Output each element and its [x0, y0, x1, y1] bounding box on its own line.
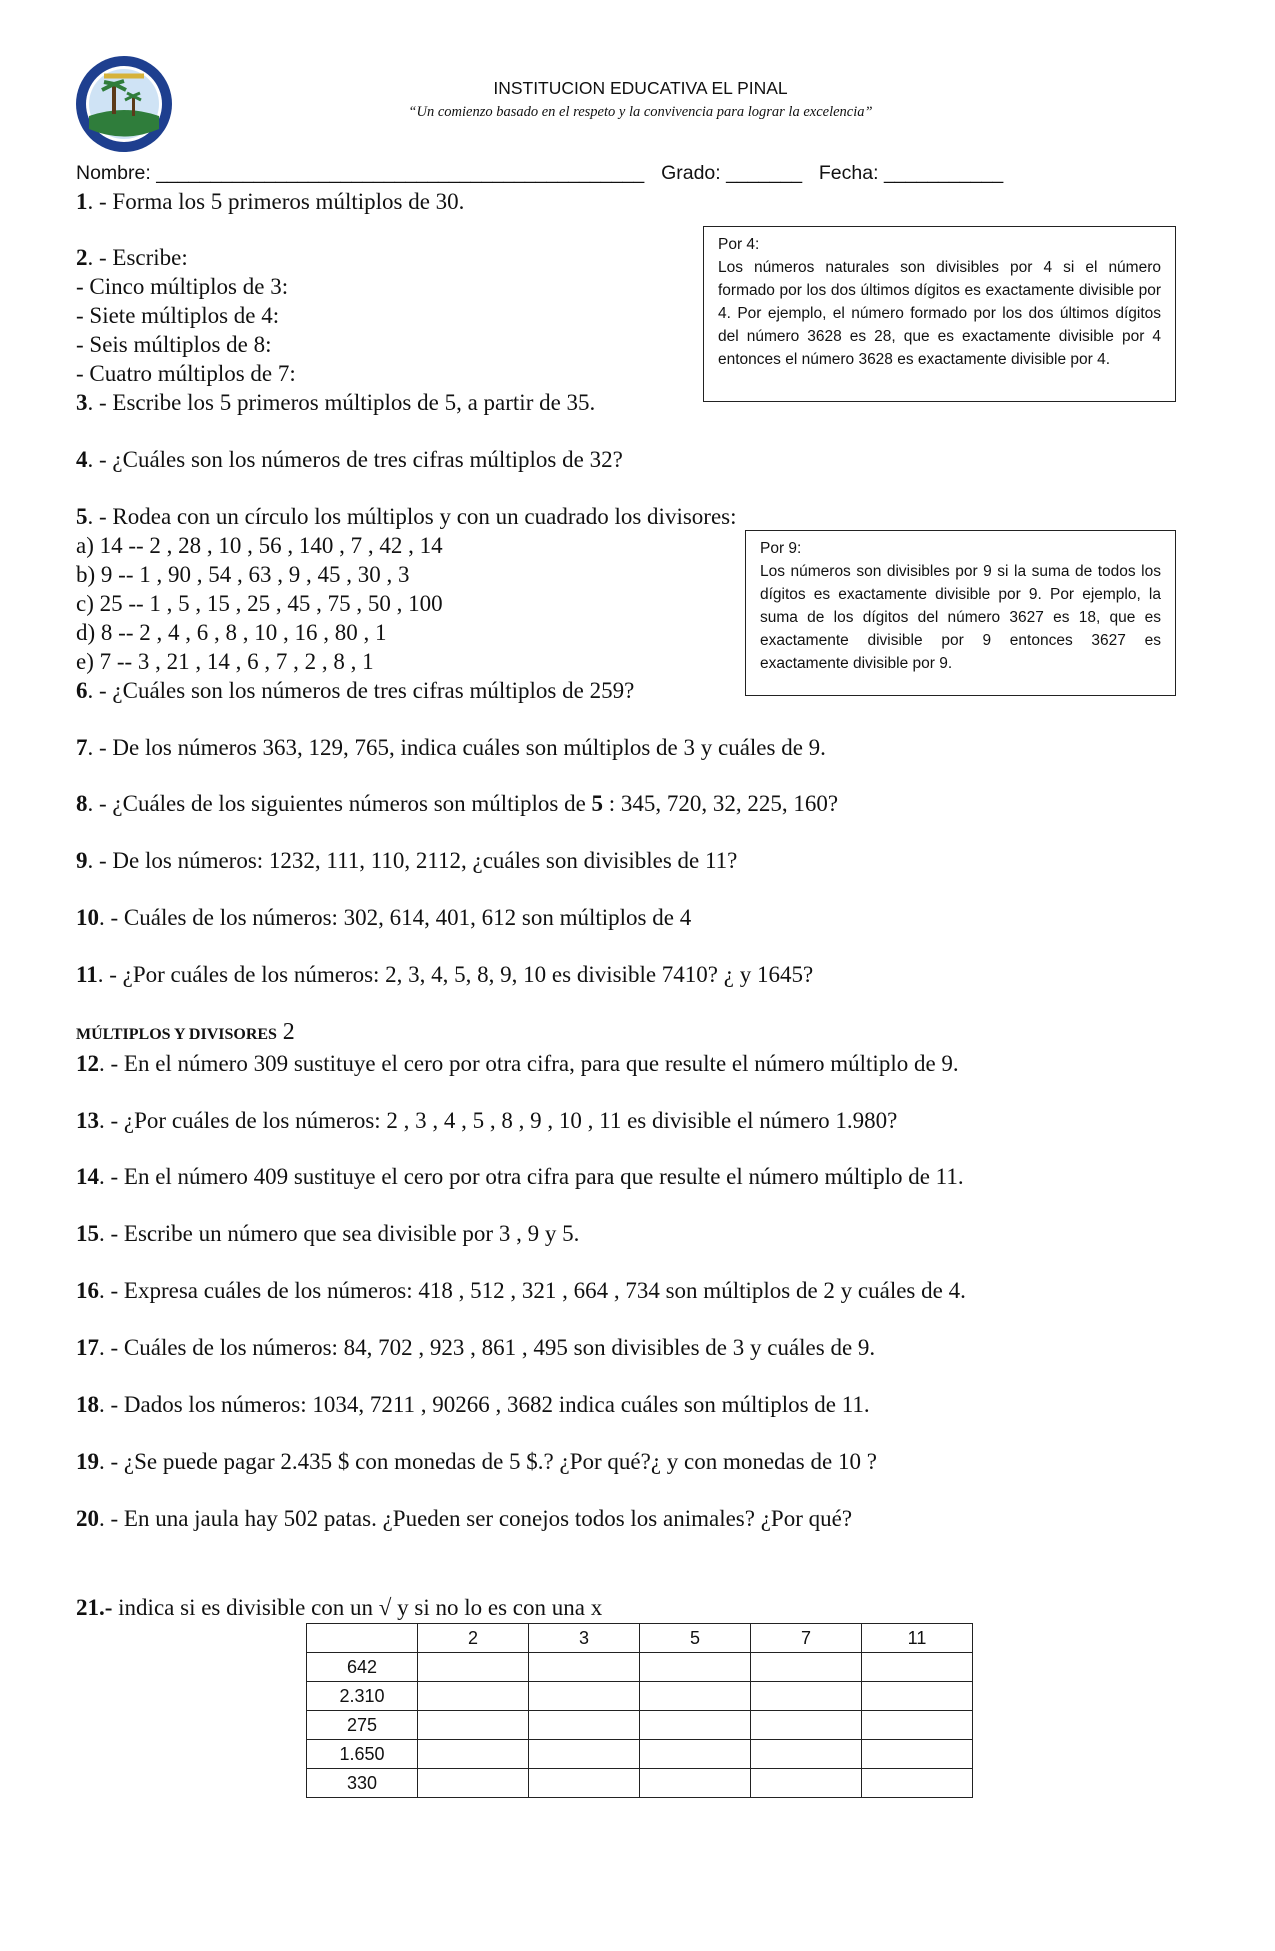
question-number: 20 — [76, 1506, 99, 1531]
question-13 — [76, 1107, 897, 1135]
grade-field[interactable]: _______ — [726, 162, 803, 184]
question-text: . - De los números 363, 129, 765, indica cuáles son múltiplos de 3 y cuáles de 9. — [87, 735, 826, 760]
question-number: 11 — [76, 962, 98, 987]
question-16 — [76, 1277, 966, 1305]
table-header-cell — [307, 1624, 418, 1653]
list-item: - Cinco múltiplos de 3: — [76, 274, 289, 299]
question-number: 19 — [76, 1449, 99, 1474]
question-text: . - Escribe un número que sea divisible por 3 , 9 y 5. — [99, 1221, 580, 1246]
answer-cell[interactable] — [418, 1711, 529, 1740]
list-item: c) 25 -- 1 , 5 , 15 , 25 , 45 , 75 , 50 , 100 — [76, 591, 443, 616]
question-number: 21.- — [76, 1595, 113, 1620]
answer-cell[interactable] — [529, 1682, 640, 1711]
table-header-cell: 5 — [640, 1624, 751, 1653]
list-item: - Siete múltiplos de 4: — [76, 303, 280, 328]
question-number: 5 — [76, 504, 88, 529]
question-text: . - Cuáles de los números: 84, 702 , 923 , 861 , 495 son divisibles de 3 y cuáles de 9. — [99, 1335, 876, 1360]
question-number: 18 — [76, 1392, 99, 1417]
table-header-cell: 7 — [751, 1624, 862, 1653]
form-line — [76, 162, 1003, 185]
date-label: Fecha: — [818, 162, 879, 184]
question-17 — [76, 1334, 875, 1362]
question-14 — [76, 1163, 964, 1191]
question-number: 13 — [76, 1108, 99, 1133]
question-2 — [76, 244, 188, 272]
list-item: d) 8 -- 2 , 4 , 6 , 8 , 10 , 16 , 80 , 1 — [76, 620, 387, 645]
list-item: a) 14 -- 2 , 28 , 10 , 56 , 140 , 7 , 42 , 14 — [76, 533, 443, 558]
answer-cell[interactable] — [862, 1653, 973, 1682]
institution-motto: “Un comienzo basado en el respeto y la convivencia para lograr la excelencia” — [408, 104, 873, 120]
question-text: . - En el número 309 sustituye el cero por otra cifra, para que resulte el número múltiplo de 9. — [99, 1051, 959, 1076]
section-title: MÚLTIPLOS Y DIVISORES — [76, 1026, 277, 1043]
question-11 — [76, 961, 813, 989]
row-label: 275 — [307, 1711, 418, 1740]
question-text: . - Forma los 5 primeros múltiplos de 30. — [87, 189, 465, 214]
question-highlight: 5 — [591, 791, 604, 816]
answer-cell[interactable] — [418, 1740, 529, 1769]
answer-cell[interactable] — [418, 1653, 529, 1682]
question-text: . - Cuáles de los números: 302, 614, 401, 612 son múltiplos de 4 — [99, 905, 692, 930]
question-number: 7 — [76, 735, 88, 760]
answer-cell[interactable] — [862, 1711, 973, 1740]
question-text: . - ¿Cuáles son los números de tres cifras múltiplos de 259? — [87, 678, 635, 703]
answer-cell[interactable] — [751, 1653, 862, 1682]
divisibility-table — [306, 1623, 973, 1798]
question-text: . - De los números: 1232, 111, 110, 2112, ¿cuáles son divisibles de 11? — [87, 848, 738, 873]
question-number: 16 — [76, 1278, 99, 1303]
table-row — [307, 1711, 973, 1740]
question-text: . - Expresa cuáles de los números: 418 , 512 , 321 , 664 , 734 son múltiplos de 2 y cuáles de 4. — [99, 1278, 966, 1303]
name-label: Nombre: — [76, 162, 151, 184]
answer-cell[interactable] — [529, 1740, 640, 1769]
institution-title: INSTITUCION EDUCATIVA EL PINAL — [493, 78, 788, 98]
question-text: . - ¿Cuáles son los números de tres cifras múltiplos de 32? — [87, 447, 623, 472]
question-number: 15 — [76, 1221, 99, 1246]
answer-cell[interactable] — [862, 1740, 973, 1769]
question-text: . - ¿Cuáles de los siguientes números son múltiplos de — [87, 791, 592, 816]
question-number: 1 — [76, 189, 88, 214]
table-header-cell: 11 — [862, 1624, 973, 1653]
answer-cell[interactable] — [640, 1711, 751, 1740]
table-header-cell: 2 — [418, 1624, 529, 1653]
question-number: 14 — [76, 1164, 99, 1189]
question-text: . - En el número 409 sustituye el cero por otra cifra para que resulte el número múltiplo de 11. — [99, 1164, 964, 1189]
answer-cell[interactable] — [529, 1711, 640, 1740]
answer-cell[interactable] — [418, 1769, 529, 1798]
question-3 — [76, 389, 595, 417]
question-6 — [76, 677, 634, 705]
answer-cell[interactable] — [751, 1682, 862, 1711]
table-row — [307, 1740, 973, 1769]
table-row — [307, 1653, 973, 1682]
table-row — [307, 1769, 973, 1798]
question-number: 17 — [76, 1335, 99, 1360]
note-title: Por 9: — [760, 540, 802, 557]
answer-cell[interactable] — [862, 1682, 973, 1711]
answer-cell[interactable] — [751, 1740, 862, 1769]
question-15 — [76, 1220, 579, 1248]
question-18 — [76, 1391, 870, 1419]
grade-label: Grado: — [661, 162, 721, 184]
question-number: 2 — [76, 245, 88, 270]
table-row — [307, 1682, 973, 1711]
question-20 — [76, 1505, 852, 1533]
question-text: . - ¿Por cuáles de los números: 2 , 3 , 4 , 5 , 8 , 9 , 10 , 11 es divisible el número 1.980? — [99, 1108, 898, 1133]
question-number: 12 — [76, 1051, 99, 1076]
section-number: 2 — [282, 1019, 295, 1045]
question-text: . - Rodea con un círculo los múltiplos y con un cuadrado los divisores: — [87, 504, 737, 529]
question-number: 4 — [76, 447, 88, 472]
date-field[interactable]: ___________ — [883, 162, 1004, 184]
section-heading — [76, 1018, 295, 1049]
answer-cell[interactable] — [529, 1653, 640, 1682]
note-body: Los números naturales son divisibles por 4 si el número formado por los dos últimos dígitos es exactamente divisible por 4. Por ejemplo, el número formado por los dos últimos dígitos del número 3628 es 28, que es exactamente divisible por 4 entonces el número 3628 es exactamente divisible por 4. — [718, 259, 1161, 368]
question-10 — [76, 904, 691, 932]
note-divisible-by-9 — [745, 530, 1176, 696]
question-text: indica si es divisible con un √ y si no lo es con una x — [112, 1595, 603, 1620]
question-text: . - ¿Se puede pagar 2.435 $ con monedas de 5 $.? ¿Por qué?¿ y con monedas de 10 ? — [99, 1449, 877, 1474]
question-7 — [76, 734, 826, 762]
question-number: 3 — [76, 390, 88, 415]
row-label: 330 — [307, 1769, 418, 1798]
answer-cell[interactable] — [640, 1653, 751, 1682]
list-item: - Cuatro múltiplos de 7: — [76, 361, 296, 386]
question-21 — [76, 1594, 602, 1622]
question-text: . - En una jaula hay 502 patas. ¿Pueden ser conejos todos los animales? ¿Por qué? — [99, 1506, 853, 1531]
answer-cell[interactable] — [640, 1740, 751, 1769]
note-body: Los números son divisibles por 9 si la suma de todos los dígitos es exactamente divisible por 9. Por ejemplo, la suma de los dígitos del número 3627 es 18, que es exactamente divisible por 9 entonces 3627 es exactamente divisible por 9. — [760, 563, 1161, 672]
name-field[interactable]: _____________________________________________ — [156, 162, 645, 184]
table-header-row — [307, 1624, 973, 1653]
row-label: 642 — [307, 1653, 418, 1682]
question-text: . - Escribe: — [87, 245, 188, 270]
answer-cell[interactable] — [751, 1769, 862, 1798]
note-title: Por 4: — [718, 236, 760, 253]
question-text: . - Escribe los 5 primeros múltiplos de 5, a partir de 35. — [87, 390, 596, 415]
answer-cell[interactable] — [418, 1682, 529, 1711]
question-4 — [76, 446, 623, 474]
question-9 — [76, 847, 737, 875]
question-19 — [76, 1448, 877, 1476]
table-header-cell: 3 — [529, 1624, 640, 1653]
note-divisible-by-4 — [703, 226, 1176, 402]
row-label: 2.310 — [307, 1682, 418, 1711]
list-item: b) 9 -- 1 , 90 , 54 , 63 , 9 , 45 , 30 , 3 — [76, 562, 410, 587]
question-text: . - ¿Por cuáles de los números: 2, 3, 4, 5, 8, 9, 10 es divisible 7410? ¿ y 1645? — [97, 962, 814, 987]
question-number: 10 — [76, 905, 99, 930]
answer-cell[interactable] — [529, 1769, 640, 1798]
question-text: : 345, 720, 32, 225, 160? — [603, 791, 839, 816]
question-number: 6 — [76, 678, 88, 703]
answer-cell[interactable] — [751, 1711, 862, 1740]
question-12 — [76, 1050, 959, 1078]
question-1 — [76, 188, 464, 216]
question-number: 8 — [76, 791, 88, 816]
row-label: 1.650 — [307, 1740, 418, 1769]
question-5 — [76, 503, 737, 531]
list-item: e) 7 -- 3 , 21 , 14 , 6 , 7 , 2 , 8 , 1 — [76, 649, 374, 674]
answer-cell[interactable] — [640, 1769, 751, 1798]
question-number: 9 — [76, 848, 88, 873]
question-8 — [76, 790, 838, 818]
answer-cell[interactable] — [862, 1769, 973, 1798]
list-item: - Seis múltiplos de 8: — [76, 332, 272, 357]
answer-cell[interactable] — [640, 1682, 751, 1711]
question-text: . - Dados los números: 1034, 7211 , 90266 , 3682 indica cuáles son múltiplos de 11. — [99, 1392, 870, 1417]
